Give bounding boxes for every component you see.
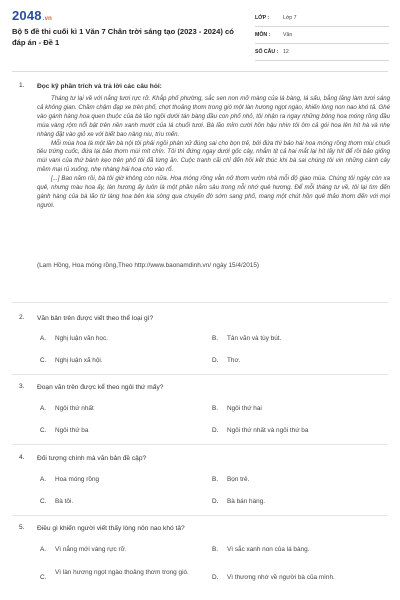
option-c-letter[interactable]: C.	[40, 574, 47, 581]
option-a-letter[interactable]: A.	[40, 476, 47, 483]
meta-table	[255, 10, 389, 61]
option-b[interactable]: Tản văn và tùy bút.	[227, 335, 282, 342]
question-divider	[12, 302, 388, 303]
question-text: Đọc kỹ phần trích và trả lời các câu hỏi:	[37, 83, 162, 90]
document-title: Bộ 5 đề thi cuối kì 1 Văn 7 Chân trời sáng tạo (2023 - 2024) có đáp án - Đề 1	[12, 27, 234, 47]
option-a[interactable]: Nghị luận văn học.	[55, 335, 108, 342]
passage-paragraph: Mỗi mùa hoa là một lần bà nội tôi phải ngồi phân xử đúng sai cho bọn trẻ, bởi đứa thì bảo hái hoa móng rồng thơm mùi chuối tiêu trứng cuốc, đứa lại bảo thơm mùi mít chín. Tôi thì đứng ngay dưới gốc cây, nhắm tịt cả hai mắt lại hít lấy hít để rồi bảo giống mùi vani của thứ bánh kẹo trên phố tôi đã từng ăn. Cuộc tranh cãi chỉ đến hồi kết thúc khi bà sai chúng tôi vin những cành cây mềm mại rủ xuống, nhẹ nhàng hái hoa cho vào rổ.	[37, 139, 390, 174]
meta-label: LỚP :	[255, 15, 270, 21]
option-a[interactable]: Hoa móng rồng	[55, 476, 100, 483]
option-d[interactable]: Ngôi thứ nhất và ngôi thứ ba	[227, 427, 309, 434]
question-3	[0, 383, 400, 443]
option-a-letter[interactable]: A.	[40, 405, 47, 412]
option-a-letter[interactable]: A.	[40, 335, 47, 342]
meta-row-subject	[255, 27, 389, 44]
logo-suffix: .vn	[42, 16, 53, 22]
option-c[interactable]: Nghị luận xã hội.	[55, 357, 103, 364]
option-b-letter[interactable]: B.	[212, 335, 219, 342]
question-text: Đối tượng chính mà văn bản đề cập?	[37, 455, 147, 462]
option-c[interactable]: Vì làn hương ngọt ngào thoảng thơm trong gió.	[55, 569, 189, 576]
question-text: Đoạn văn trên được kể theo ngôi thứ mấy?	[37, 384, 164, 391]
option-c-letter[interactable]: C.	[40, 357, 47, 364]
question-5	[0, 524, 400, 600]
question-2	[0, 314, 400, 374]
meta-label: SỐ CÂU :	[255, 49, 279, 55]
meta-row-count	[255, 44, 389, 61]
option-d-letter[interactable]: D.	[212, 357, 219, 364]
option-d[interactable]: Bà bán hàng.	[227, 498, 266, 505]
option-c[interactable]: Ngôi thứ ba	[55, 427, 89, 434]
option-b-letter[interactable]: B.	[212, 405, 219, 412]
option-c[interactable]: Bà tôi.	[55, 498, 74, 505]
option-d[interactable]: Vì thương nhớ về người bà của mình.	[227, 574, 335, 581]
meta-row-class	[255, 10, 389, 27]
question-list	[0, 78, 400, 600]
question-text: Văn bản trên được viết theo thể loại gì?	[37, 315, 154, 322]
header-divider	[12, 71, 388, 72]
reading-passage	[37, 95, 390, 211]
question-divider	[12, 374, 388, 375]
passage-paragraph: [...] Bao năm rồi, bà tôi giờ không còn nữa. Hoa móng rồng vẫn nở thơm vườn nhà mỗi độ giao mùa. Chúng tôi ngày còn xa quê, nhưng màu hoa ấy, làn hương ấy luôn là một phần nằm sâu trong nỗi nhớ quê hương. Để mỗi tháng tư về, tôi lại tìm đến gánh hàng của bà lão từ làng hoa bên kia sông qua chuyến đò sớm sang phố, mang một chút hồn quê thảo thơm đến với mọi người.	[37, 175, 390, 209]
option-c-letter[interactable]: C.	[40, 427, 47, 434]
logo-text: 2048	[12, 8, 42, 23]
question-number: 5.	[19, 524, 25, 531]
option-d-letter[interactable]: D.	[212, 574, 219, 581]
option-a[interactable]: Vì nắng mới vàng rực rỡ.	[55, 546, 127, 553]
question-number: 2.	[19, 314, 25, 321]
page-header	[0, 0, 400, 64]
question-1	[0, 82, 400, 282]
question-text: Điều gì khiến người viết thấy lòng nôn nao khó tả?	[37, 525, 185, 532]
question-4	[0, 454, 400, 514]
option-a-letter[interactable]: A.	[40, 546, 47, 553]
question-number: 4.	[19, 454, 25, 461]
option-b-letter[interactable]: B.	[212, 546, 219, 553]
passage-paragraph: Tháng tư lại về với nắng tươi rực rỡ. Khắp phố phường, sắc sen non mỡ màng của lá bàng, lá sấu, bằng lăng làm tươi sáng cả không gian. Chầm chậm đạp xe trên phố, chợt thoảng thơm trong gió một làn hương ngọt ngào, khiến lòng non nao khó tả. Ghé vào gánh hàng hoa quen thuộc của bà lão ngồi dưới tán bàng đầu con phố nhỏ, tôi nhận ra ngay những bông hoa móng rồng đầu mùa vàng rộm nổi bật trên nền xanh mướt của lá chuối tươi. Bà lão mỉm cười hồn hậu nhìn tôi ôm cả gói hoa lên hít hà và nhẹ nhàng đặt vào giỏ xe với biết bao nâng niu, trìu mến.	[37, 95, 390, 138]
question-number: 1.	[19, 82, 25, 89]
option-b[interactable]: Ngôi thứ hai	[227, 405, 262, 412]
option-a[interactable]: Ngôi thứ nhất	[55, 405, 94, 412]
meta-value: 12	[283, 49, 289, 55]
option-b[interactable]: Vì sắc xanh non của lá bàng.	[227, 546, 310, 553]
option-c-letter[interactable]: C.	[40, 498, 47, 505]
option-d[interactable]: Thơ.	[227, 357, 241, 364]
option-b[interactable]: Bọn trẻ.	[227, 476, 250, 483]
passage-source: (Lam Hồng, Hoa móng rồng,Theo http://www.baonamdinh.vn/ ngày 15/4/2015)	[37, 262, 260, 269]
question-divider	[12, 444, 388, 445]
meta-value: Văn	[283, 32, 293, 38]
option-d-letter[interactable]: D.	[212, 427, 219, 434]
site-logo[interactable]	[12, 8, 52, 23]
question-divider	[12, 515, 388, 516]
option-b-letter[interactable]: B.	[212, 476, 219, 483]
meta-label: MÔN :	[255, 32, 271, 38]
question-number: 3.	[19, 383, 25, 390]
meta-value: Lớp 7	[283, 15, 297, 21]
option-d-letter[interactable]: D.	[212, 498, 219, 505]
